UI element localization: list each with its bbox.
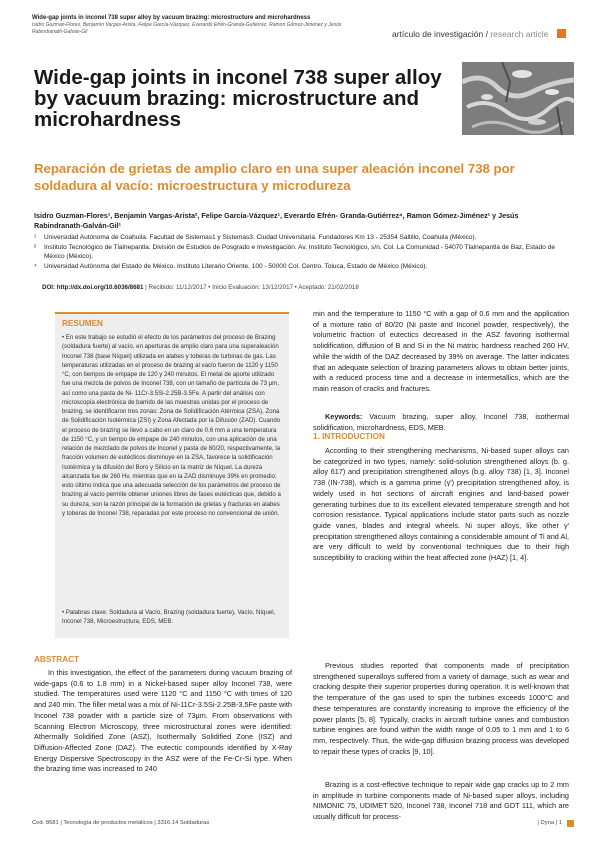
keywords-english: [313, 412, 569, 433]
affiliations: [34, 233, 564, 271]
abstract-continuation: min and the temperature to 1150 °C with a gap of 0.6 mm and the application of a mixture ratio of 80/20 (Ni paste and Inconel powder, respectively), the volumetric fraction of eutectics decreased in the ASZ favoring isothermal solidification, diffusion of B and Si in the Ni matrix; hardness reached 260 HV, while the width of the DAZ decreased by 39% on average. The latter indicates that an adequate selection of brazing parameters allows to obtain better joints, with a reduced process time and a decrease in intermetallics, which are the main reason of cracks and fractures.: [313, 309, 569, 393]
footer-marker: [567, 820, 574, 827]
section-tag-es: artículo de investigación: [392, 29, 484, 39]
section-tag-marker: [557, 29, 566, 38]
affiliation-item: ² Instituto Tecnológico de Tlalnepantla. División de Estudios de Posgrado e Investigación. Av. Instituto Tecnológico, s/n. Col. La Comunidad - 54070 Tlalnepantla de Baz, Estado de México (México).: [34, 243, 555, 260]
resumen-text: • En este trabajo se estudió el efecto de los parámetros del proceso de Brazing (soldadura fuerte) al vacío, en aperturas de amplio claro para una superaleación Inconel 738 (base Níquel) utilizada en alabes y toberas de turbinas de gas. Las temperaturas utilizadas en el proceso de brazing al vacío fueron de 1120 y 1150 °C, con tiempos de empape de 120 y 240 minutos. El metal de aporte utilizado fue una mezcla de polvos de Inconel 738, con un tamaño de partícula de 73 μm, así como una pasta de Ni- 11Cr-3.5Si-2.25B-3.5Fe. A partir del análisis con microscopía electrónica de barrido de las muestras unidas por el proceso de brazing, se identificaron tres zonas: Zona de Solidificación Atérmica (ZSA), Zona de Solidificación Isotérmica (ZSI) y Zona Afectada por la Difusión (ZAD). Cuando el proceso de brazing se llevó a cabo en un claro de 0.6 mm a una temperatura de 1150 °C, y un tiempo de empape de 240 minutos, con una aplicación de una relación de mezclado de polvos de Inconel y pasta de 80/20, respectivamente, la fracción volumen de eutécticos disminuye en la ZSA, favorece la solidificación Isotérmica y la difusión del Boro y Silicio en la matriz de Níquel. La dureza alcanzada fue de 260 Hv, mientras que en la ZAD disminuye 39% en promedio; esto último indica que una adecuada selección de los parámetros del proceso de brazing al vacío permite obtener uniones libres de fases eutécticas que, debido a su dureza, son la razón principal de la formación de grietas y fracturas en alabes y toberas de Inconel 738, reparadas por este proceso no convencional de unión.: [62, 334, 281, 517]
abstract-heading: ABSTRACT: [34, 655, 80, 664]
dates: | Recibido: 11/12/2017 • Inicio Evaluación: 13/12/2017 • Aceptado: 21/02/2018: [143, 284, 359, 291]
section-tag-en: research article: [490, 29, 549, 39]
running-head-title: Wide-gap joints in inconel 738 super alloy by vacuum brazing: microstructure and microhardness: [32, 15, 311, 21]
affiliation-item: ⁴ Universidad Autónoma del Estado de México. Instituto Literario Oriente, 100 - 50000 Col. Centro. Toluca, Estado de México (México).: [34, 262, 428, 270]
affiliation-item: ¹ Universidad Autónoma de Coahuila. Facultad de Sistemas1 y Sistemas3. Ciudad Universitaria. Fundadores Km 13 - 25354 Saltillo, Coahuila (México).: [34, 234, 477, 241]
section-tag-separator: /: [483, 29, 491, 39]
section-tag: [392, 29, 548, 39]
doi-link[interactable]: DOI: http://dx.doi.org/10.6036/8681: [42, 284, 144, 291]
author-list: Isidro Guzman-Flores¹, Benjamín Vargas-Arista², Felipe García-Vázquez¹, Everardo Efrén- Granda-Gutiérrez⁴, Ramon Gómez-Jiménez¹ y Jesús Rabindranath-Galván-Gil¹: [34, 211, 519, 230]
article-title: Wide-gap joints in inconel 738 super alloy by vacuum brazing: microstructure and microhardness: [34, 66, 442, 131]
abstract-text: In this investigation, the effect of the parameters during vacuum brazing of wide-gaps (0.6 to 1.8 mm) in a Nickel-based super alloy Inconel 738, were studied. The temperatures used were 1120 °C and 1150 °C with times of 120 and 240 min. The filler metal was a mix of Ni-11Cr-3.5Si-2.25B-3.5Fe paste with Inconel 738 powder with a particle size of 73μm. From observations with Scanning Electron Microscopy, three microstructural zones were identified: Athermally Solidified Zone (ASZ), Isothermally Solidified Zone (ISZ) and Diffusion-Affected Zone (DAZ). The eutectic compounds identified by X-Ray Energy Dispersive Spectroscopy in the ASZ were of the Fe-Cr-Si type. When the brazing time was increased to 240: [34, 668, 292, 774]
resumen-heading: RESUMEN: [62, 319, 103, 328]
introduction-paragraph: According to their strengthening mechanisms, Ni-based super alloys can be categorized in two types, namely: solid-solution strengthened alloys (b. g. alloy 617) and precipitation strengthened alloys (b.g. alloy 738) [1, 3]. Inconel 738 (IN-738), which is a gamma prime (γ') precipitation strengthened alloy, is widely used in hot sections of aircraft engines and land-based power generating turbines due to its excellent elevated temperature strength and hot corrosion resistance. Typical applications include stator parts such as nozzle guide vanes, blades and integral wheels. Ni super alloys, like other γ' precipitation strengthened alloys containing a considerable amount of Ti and Al, are very difficult to weld by conventional techniques due to their high susceptibility to cracking within the heat affected zone (HAZ) [1, 4].: [313, 446, 569, 563]
introduction-heading: 1. INTRODUCTION: [313, 432, 385, 441]
introduction-paragraph: Previous studies reported that components made of precipitation strengthened superalloys suffered from a variety of damage, such as wear and cracking despite their superior properties during operation. It is well-known that the temperature of the gas used to spin the turbines exceeds 1000°C and these temperatures are constantly increasing to improve the efficiency of the power plants [5, 8]. Typically, cracks in aircraft turbine vanes and combustion turbine engines are found within the width range of 0.05 to 1 mm and 1 to 6 mm, respectively. Thus, the wide-gap diffusion brazing process was developed to repair these types of cracks [9, 10].: [313, 661, 569, 756]
introduction-paragraph: Brazing is a cost-effective technique to repair wide gap cracks up to 2 mm in amplitude in turbine components made of Ni-based super alloys, including NIMONIC 75, UDIMET 520, Inconel 738, Inconel 718 and GDT 111, which are usually difficult for process-: [313, 780, 569, 822]
footer-left: Cod. 8681 | Tecnología de productos metálicos | 3316.14 Soldaduras: [32, 820, 210, 826]
article-subtitle-spanish: Reparación de grietas de amplio claro en una super aleación inconel 738 por soldadura al vacío: microestructura y microdureza: [34, 161, 515, 193]
running-head-authors: Isidro Guzman-Flores, Benjamín Vargas-Arista, Felipe García-Vázquez, Everardo Efrén-Granda-Gutiérrez, Ramon Gómez-Jiménez y Jesús Rabindranath-Galván-Gil: [32, 22, 342, 35]
micrograph-image: [462, 62, 574, 135]
doi-line: [42, 284, 359, 291]
keywords-label: Keywords:: [325, 412, 363, 421]
running-head: [32, 14, 372, 36]
footer-right: | Dyna | 1: [537, 820, 562, 826]
resumen-keywords: • Palabras clave: Soldadura al Vacío, Brazing (soldadura fuerte), Vacío, Níquel, Inconel 738, Microestructura, EDS, MEB.: [62, 609, 276, 626]
keywords-text: Vacuum brazing, super alloy, Inconel 738, isothermal solidification, microhardness, EDS, MEB.: [313, 412, 569, 432]
